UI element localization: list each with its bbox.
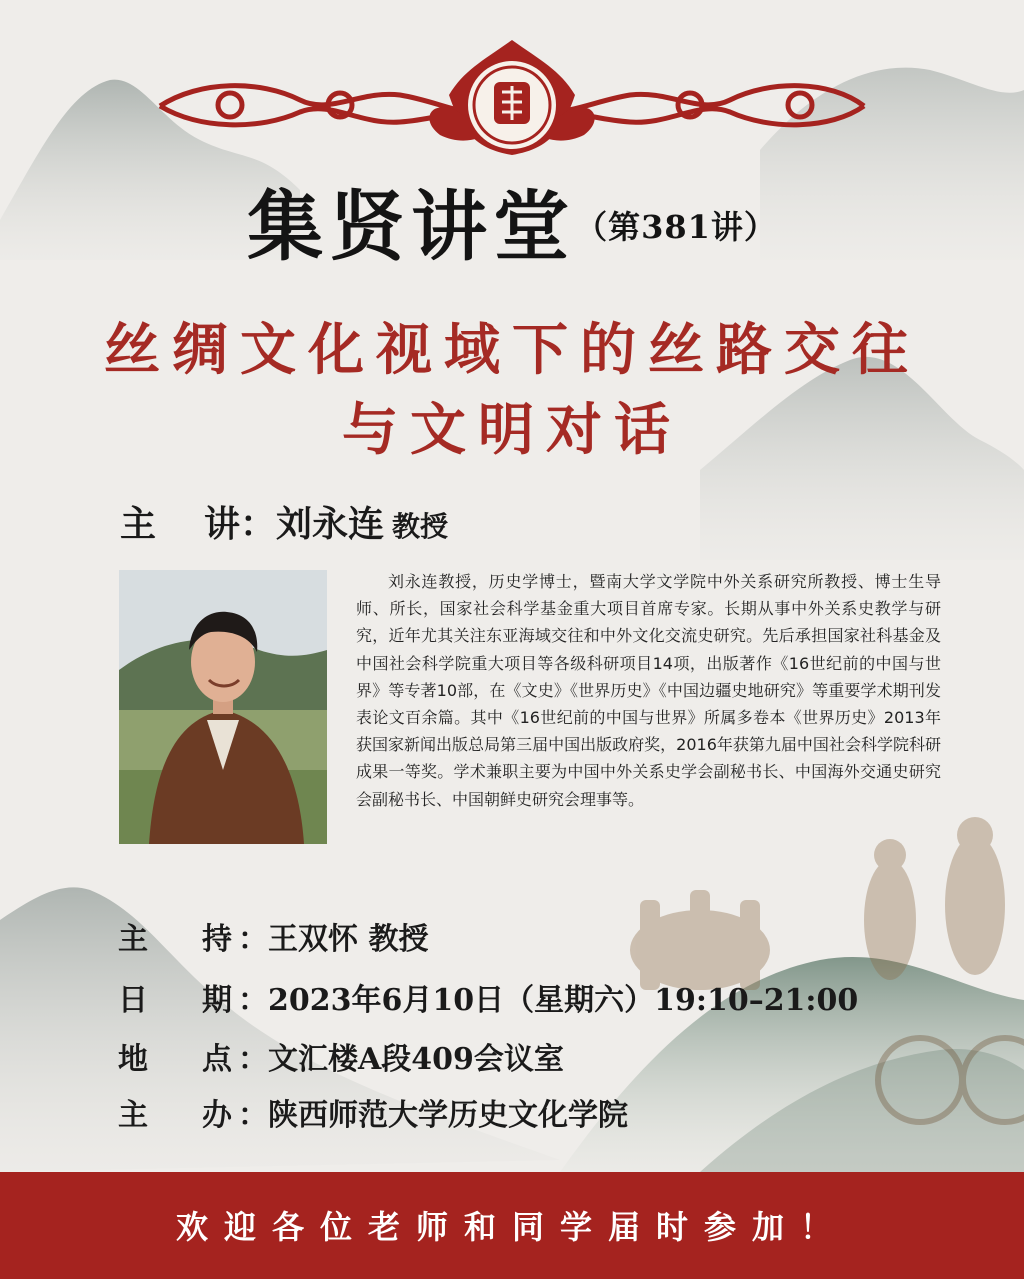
- speaker-row: [120, 496, 448, 547]
- venue-row: [118, 1034, 564, 1078]
- host-colon: ：: [238, 922, 268, 957]
- lecture-number: （第381讲）: [575, 208, 777, 246]
- footer-banner: [0, 1172, 1024, 1279]
- speaker-title: 教授: [392, 510, 449, 543]
- venue-label-char2: 点: [202, 1042, 232, 1077]
- date-label-char1: 日: [118, 983, 148, 1018]
- speaker-label-char2: 讲：: [204, 503, 277, 545]
- host-label-char2: 持: [202, 922, 232, 957]
- venue-label-char1: 地: [118, 1042, 148, 1077]
- date-label-char2: 期: [202, 983, 232, 1018]
- topic-title-line1: 丝绸文化视域下的丝路交往: [104, 317, 920, 383]
- topic-title-line2: 与文明对话: [342, 397, 682, 463]
- host-row: [118, 914, 428, 958]
- speaker-bio: 刘永连教授，历史学博士，暨南大学文学院中外关系研究所教授、博士生导师、所长，国家社会科学基金重大项目首席专家。长期从事中外关系史教学与研究，近年尤其关注东亚海域交往和中外文化交流史研究。先后承担国家社科基金及中国社会科学院重大项目等各级科研项目14项，出版著作《16世纪前的中国与世界》等专著10部，在《文史》《世界历史》《中国边疆史地研究》等重要学术期刊发表论文百余篇。其中《16世纪前的中国与世界》所属多卷本《世界历史》2013年获国家新闻出版总局第三届中国出版政府奖，2016年获第九届中国社会科学院科研成果一等奖。学术兼职主要为中国中外关系史学会副秘书长、中国海外交通史研究会副秘书长、中国朝鲜史研究会理事等。: [356, 572, 941, 809]
- date-row: [118, 975, 858, 1019]
- organizer-colon: ：: [238, 1098, 268, 1133]
- page-title: [0, 166, 1024, 275]
- series-title: 集贤讲堂: [247, 182, 576, 271]
- date-value: 2023年6月10日（星期六）19:10–21:00: [268, 983, 859, 1018]
- date-colon: ：: [238, 983, 268, 1018]
- speaker-name: 刘永连: [276, 503, 385, 545]
- organizer-label-char2: 办: [202, 1098, 232, 1133]
- host-label-char1: 主: [118, 922, 148, 957]
- organizer-value: 陕西师范大学历史文化学院: [268, 1098, 628, 1133]
- speaker-photo: [119, 570, 327, 844]
- footer-welcome-text: 欢迎各位老师和同学届时参加！: [175, 1208, 848, 1246]
- venue-colon: ：: [238, 1042, 268, 1077]
- speaker-label-char1: 主: [120, 503, 157, 545]
- host-value: 王双怀 教授: [268, 922, 429, 957]
- venue-value: 文汇楼A段409会议室: [268, 1042, 564, 1077]
- organizer-label-char1: 主: [118, 1098, 148, 1133]
- ornamental-seal-emblem: [429, 40, 594, 155]
- organizer-row: [118, 1090, 628, 1134]
